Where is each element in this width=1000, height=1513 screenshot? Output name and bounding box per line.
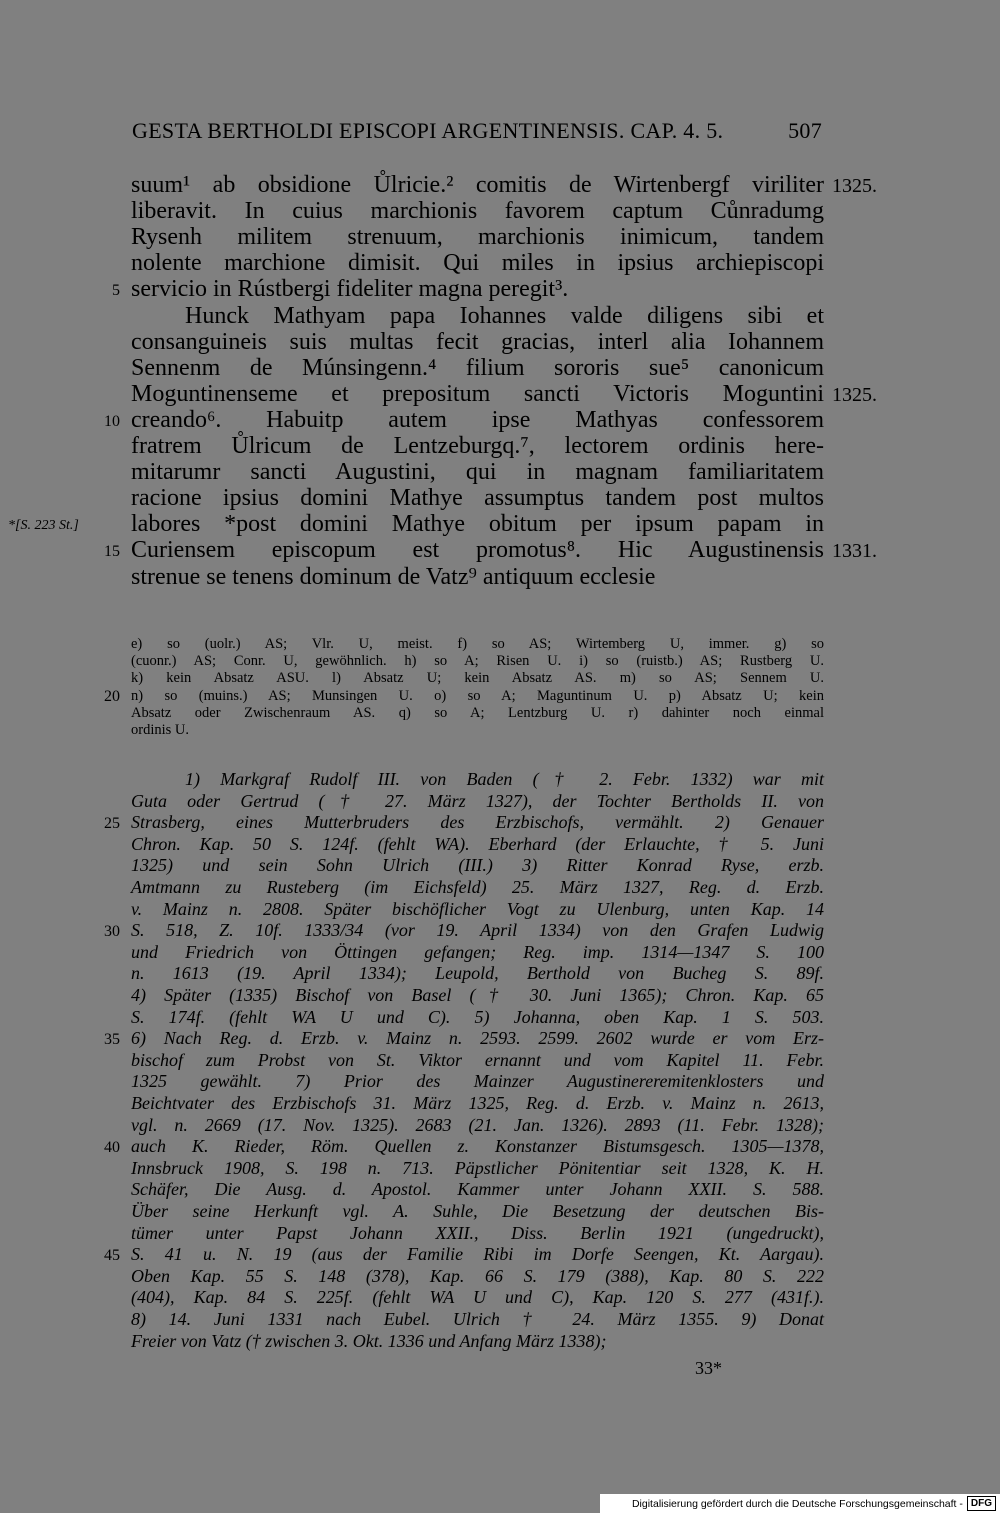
line-number: 10 <box>104 412 120 430</box>
apparatus-line: ordinis U. <box>131 722 189 738</box>
page-number: 507 <box>788 118 822 143</box>
line-number: 45 <box>104 1247 120 1265</box>
apparatus-line: Absatz oder Zwischenraum AS. q) so A; Lentzburg U. r) dahinter noch einmal <box>131 704 824 721</box>
footnote-line: Schäfer, Die Ausg. d. Apostol. Kammer unter Johann XXII. S. 588. <box>131 1179 824 1200</box>
footnote-line: vgl. n. 2669 (17. Nov. 1325). 2683 (21. Jan. 1326). 2893 (11. Febr. 1328); <box>131 1114 824 1135</box>
apparatus-line: e) so (uolr.) AS; Vlr. U, meist. f) so AS; Wirtemberg U, immer. g) so <box>131 636 824 652</box>
text-line: suum¹ ab obsidione Ůlricie.² comitis de Wirtenbergf viriliter <box>131 172 824 198</box>
line-number: 35 <box>104 1031 120 1049</box>
footnote-line: Strasberg, eines Mutterbruders des Erzbischofs, vermählt. 2) Genauer <box>131 812 824 833</box>
credit-text: Digitalisierung gefördert durch die Deutsche Forschungsgemeinschaft - <box>631 1497 963 1510</box>
text-line: Hunck Mathyam papa Iohannes valde diligens sibi et <box>185 302 824 329</box>
margin-reference: *[S. 223 St.] <box>8 518 79 534</box>
footnote-line: 6) Nach Reg. d. Erzb. v. Mainz n. 2593. 2599. 2602 wurde er vom Erz- <box>131 1028 824 1049</box>
footnote-line: S. 41 u. N. 19 (aus der Familie Ribi im Dorfe Seengen, Kt. Aargau). <box>131 1244 824 1265</box>
footnote-line: auch K. Rieder, Röm. Quellen z. Konstanzer Bistumsgesch. 1305—1378, <box>131 1136 824 1157</box>
text-line: labores *post domini Mathye obitum per ipsum papam in <box>131 511 824 538</box>
running-header <box>132 118 822 144</box>
footnote-line: v. Mainz n. 2808. Später bischöflicher Vogt zu Ulenburg, unten Kap. 14 <box>131 898 824 919</box>
margin-year: 1325. <box>832 383 877 406</box>
line-number: 25 <box>104 815 120 833</box>
footnote-line: bischof zum Probst von St. Viktor ernannt und vom Kapitel 11. Febr. <box>131 1049 824 1070</box>
footnote-line: Innsbruck 1908, S. 198 n. 713. Päpstlicher Pönitentiar seit 1328, K. H. <box>131 1157 824 1178</box>
text-line: fratrem Ůlricum de Lentzeburgq.⁷, lectorem ordinis here- <box>131 433 824 459</box>
footnote-line: n. 1613 (19. April 1334); Leupold, Berthold von Bucheg S. 89f. <box>131 963 824 984</box>
text-line: Moguntinenseme et prepositum sancti Victoris Moguntini <box>131 380 824 407</box>
footnote-line: Oben Kap. 55 S. 148 (378), Kap. 66 S. 179 (388), Kap. 80 S. 222 <box>131 1265 824 1286</box>
text-line: consanguineis suis multas fecit gracias, interl alia Iohannem <box>131 328 824 355</box>
text-line: Curiensem episcopum est promotus⁸. Hic Augustinensis <box>131 537 824 564</box>
footnote-line: Amtmann zu Rusteberg (im Eichsfeld) 25. März 1327, Reg. d. Erzb. <box>131 877 824 897</box>
text-line: strenue se tenens dominum de Vatz⁹ antiquum ecclesie <box>131 563 656 590</box>
text-line: mitarumr sancti Augustini, qui in magnam familiaritatem <box>131 459 824 486</box>
footnote-line: 4) Später (1335) Bischof von Basel († 30. Juni 1365); Chron. Kap. 65 <box>131 985 824 1005</box>
footnote-line: und Friedrich von Öttingen gefangen; Reg. imp. 1314—1347 S. 100 <box>131 941 824 962</box>
footnote-line: 8) 14. Juni 1331 nach Eubel. Ulrich † 24. März 1355. 9) Donat <box>131 1309 824 1329</box>
dfg-logo[interactable]: DFG <box>967 1496 996 1511</box>
footnote-line: Über seine Herkunft vgl. A. Suhle, Die Besetzung der deutschen Bis- <box>131 1201 824 1221</box>
footnote-line: tümer unter Papst Johann XXII., Diss. Berlin 1921 (ungedruckt), <box>131 1222 824 1243</box>
footnote-line: Beichtvater des Erzbischofs 31. März 1325, Reg. d. Erzb. v. Mainz n. 2613, <box>131 1093 824 1113</box>
text-line: Rysenh militem strenuum, marchionis inimicum, tandem <box>131 224 824 251</box>
footnote-line: Guta oder Gertrud († 27. März 1327), der Tochter Bertholds II. von <box>131 790 824 811</box>
text-line: liberavit. In cuius marchionis favorem captum Cůnradumg <box>131 198 824 225</box>
apparatus-line: (cuonr.) AS; Conr. U, gewöhnlich. h) so A; Risen U. i) so (ruistb.) AS; Rustberg U. <box>131 653 824 670</box>
footnote-line: S. 518, Z. 10f. 1333/34 (vor 19. April 1334) von den Grafen Ludwig <box>131 920 824 941</box>
line-number: 40 <box>104 1139 120 1157</box>
footnote-line: 1) Markgraf Rudolf III. von Baden († 2. Febr. 1332) war mit <box>185 769 824 789</box>
footnote-line: Freier von Vatz († zwischen 3. Okt. 1336 und Anfang März 1338); <box>131 1330 607 1351</box>
text-line: racione ipsius domini Mathye assumptus tandem post multos <box>131 485 824 512</box>
text-line: Sennenm de Múnsingenn.⁴ filium sororis sue⁵ canonicum <box>131 354 824 381</box>
signature-mark: 33* <box>695 1358 722 1378</box>
margin-year: 1331. <box>832 540 877 563</box>
line-number: 15 <box>104 543 120 561</box>
digitization-credit <box>600 1494 1000 1513</box>
text-line: servicio in Rústbergi fideliter magna peregit³. <box>131 276 569 303</box>
footnote-line: 1325) und sein Sohn Ulrich (III.) 3) Ritter Konrad Ryse, erzb. <box>131 855 824 876</box>
line-number: 30 <box>104 923 120 941</box>
footnote-line: S. 174f. (fehlt WA U und C). 5) Johanna, oben Kap. 1 S. 503. <box>131 1006 824 1027</box>
line-number: 20 <box>104 687 120 705</box>
line-number: 5 <box>112 282 120 300</box>
margin-year: 1325. <box>832 175 877 197</box>
running-title: GESTA BERTHOLDI EPISCOPI ARGENTINENSIS. CAP. 4. 5. <box>132 118 724 143</box>
footnote-line: (404), Kap. 84 S. 225f. (fehlt WA U und C), Kap. 120 S. 277 (431f.). <box>131 1287 824 1308</box>
text-line: nolente marchione dimisit. Qui miles in ipsius archiepiscopi <box>131 250 824 277</box>
apparatus-line: n) so (muins.) AS; Munsingen U. o) so A; Maguntinum U. p) Absatz U; kein <box>131 687 824 704</box>
text-line: creando⁶. Habuitp autem ipse Mathyas confessorem <box>131 406 824 433</box>
footnote-line: 1325 gewählt. 7) Prior des Mainzer Augustinereremitenklosters und <box>131 1071 824 1092</box>
apparatus-line: k) kein Absatz ASU. l) Absatz U; kein Absatz AS. m) so AS; Sennem U. <box>131 670 824 687</box>
footnote-line: Chron. Kap. 50 S. 124f. (fehlt WA). Eberhard (der Erlauchte, † 5. Juni <box>131 833 824 854</box>
